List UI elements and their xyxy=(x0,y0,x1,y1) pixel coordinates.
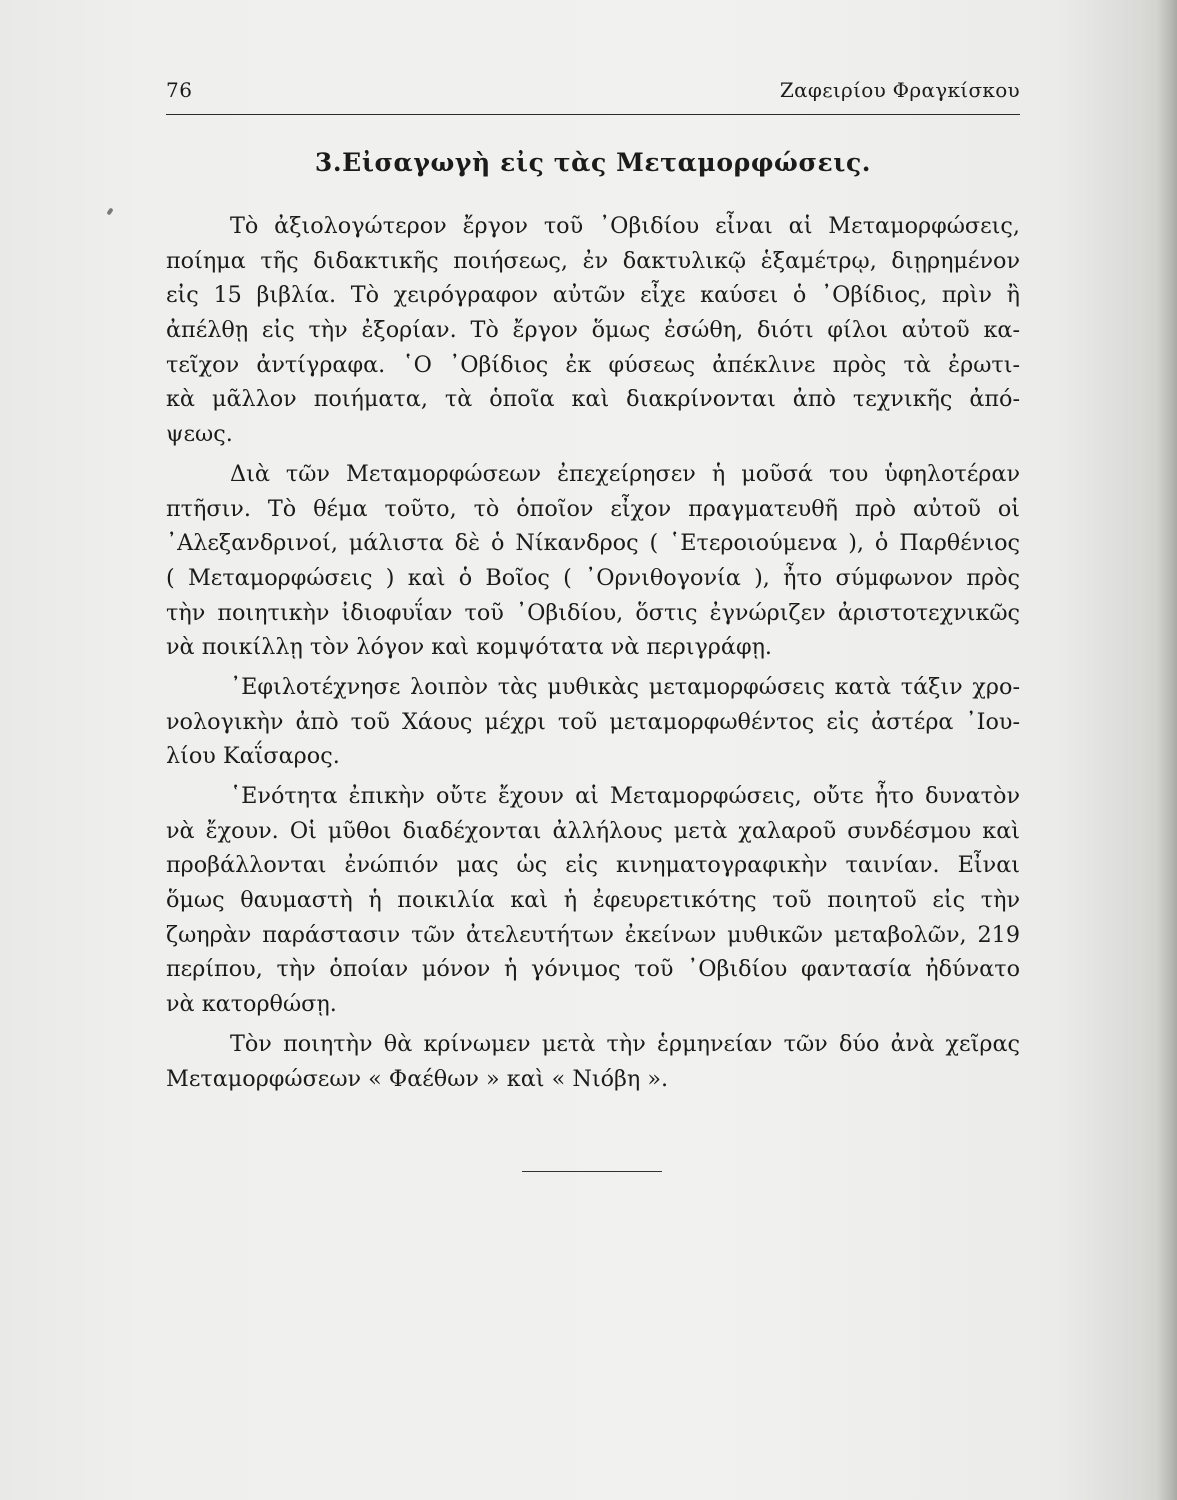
text-line: ὅμως θαυμαστὴ ἡ ποικιλία καὶ ἡ ἐφευρετικότης τοῦ ποιητοῦ εἰς τὴν xyxy=(166,887,1020,914)
text-line: πτῆσιν. Τὸ θέμα τοῦτο, τὸ ὁποῖον εἶχον πραγματευθῆ πρὸ αὐτοῦ οἱ xyxy=(166,495,1020,522)
page-edge-shadow xyxy=(1155,0,1177,1500)
text-line: προβάλλονται ἐνώπιόν μας ὡς εἰς κινηματογραφικὴν ταινίαν. Εἶναι xyxy=(166,852,1020,879)
text-line: Τὸ ἀξιολογώτερον ἔργον τοῦ ᾿Οβιδίου εἶναι αἱ Μεταμορφώσεις, xyxy=(230,213,1020,239)
text-line: νὰ κατορθώσῃ. xyxy=(166,991,337,1018)
text-line: περίπου, τὴν ὁποίαν μόνον ἡ γόνιμος τοῦ ᾿Οβιδίου φαντασία ἠδύνατο xyxy=(166,956,1020,983)
text-line: Τὸν ποιητὴν θὰ κρίνωμεν μετὰ τὴν ἑρμηνείαν τῶν δύο ἀνὰ χεῖρας xyxy=(230,1030,1020,1057)
section-end-rule xyxy=(522,1171,662,1172)
text-line: εἰς 15 βιβλία. Τὸ χειρόγραφον αὐτῶν εἶχε καύσει ὁ ᾿Οβίδιος, πρὶν ἢ xyxy=(166,282,1020,309)
text-line: ῾Ενότητα ἐπικὴν οὔτε ἔχουν αἱ Μεταμορφώσεις, οὔτε ἦτο δυνατὸν xyxy=(230,783,1020,809)
page-header xyxy=(166,74,1020,115)
text-line: ἀπέλθῃ εἰς τὴν ἐξορίαν. Τὸ ἔργον ὅμως ἐσώθη, διότι φίλοι αὐτοῦ κα- xyxy=(166,317,1020,344)
section-title: 3.Εἰσαγωγὴ εἰς τὰς Μεταμορφώσεις. xyxy=(314,148,872,177)
text-line: λίου Καΐσαρος. xyxy=(166,743,340,770)
text-line: ᾿Εφιλοτέχνησε λοιπὸν τὰς μυθικὰς μεταμορφώσεις κατὰ τάξιν χρο- xyxy=(230,673,1020,700)
text-line: νολογικὴν ἀπὸ τοῦ Χάους μέχρι τοῦ μεταμορφωθέντος εἰς ἀστέρα ᾿Ιου- xyxy=(166,708,1020,735)
text-line: ψεως. xyxy=(166,421,233,448)
text-line: τεῖχον ἀντίγραφα. ῾Ο ᾿Οβίδιος ἐκ φύσεως ἀπέκλινε πρὸς τὰ ἐρωτι- xyxy=(166,351,1020,378)
text-line: ποίημα τῆς διδακτικῆς ποιήσεως, ἐν δακτυλικῷ ἑξαμέτρῳ, διῃρημένον xyxy=(166,247,1020,274)
running-head-author: Ζαφειρίου Φραγκίσκου xyxy=(779,78,1020,102)
page-number: 76 xyxy=(166,78,193,102)
text-line: νὰ ποικίλλῃ τὸν λόγον καὶ κομψότατα νὰ περιγράφῃ. xyxy=(166,634,773,661)
text-line: κὰ μᾶλλον ποιήματα, τὰ ὁποῖα καὶ διακρίνονται ἀπὸ τεχνικῆς ἀπό- xyxy=(166,386,1020,413)
text-line: τὴν ποιητικὴν ἰδιοφυΐαν τοῦ ᾿Οβιδίου, ὅστις ἐγνώριζεν ἀριστοτεχνικῶς xyxy=(166,599,1020,626)
body-text xyxy=(166,209,1020,1096)
text-line: Μεταμορφώσεων « Φαέθων » καὶ « Νιόβη ». xyxy=(166,1065,669,1092)
ink-speck xyxy=(106,207,113,215)
text-line: Διὰ τῶν Μεταμορφώσεων ἐπεχείρησεν ἡ μοῦσά του ὑφηλοτέραν xyxy=(230,460,1020,487)
text-line: ( Μεταμορφώσεις ) καὶ ὁ Βοῖος ( ᾿Ορνιθογονία ), ἦτο σύμφωνον πρὸς xyxy=(166,564,1020,591)
text-line: ᾿Αλεξανδρινοί, μάλιστα δὲ ὁ Νίκανδρος ( ῾Ετεροιούμενα ), ὁ Παρθένιος xyxy=(166,530,1020,557)
text-line: νὰ ἔχουν. Οἱ μῦθοι διαδέχονται ἀλλήλους μετὰ χαλαροῦ συνδέσμου καὶ xyxy=(166,817,1020,844)
text-line: ζωηρὰν παράστασιν τῶν ἀτελευτήτων ἐκείνων μυθικῶν μεταβολῶν, 219 xyxy=(166,921,1020,948)
